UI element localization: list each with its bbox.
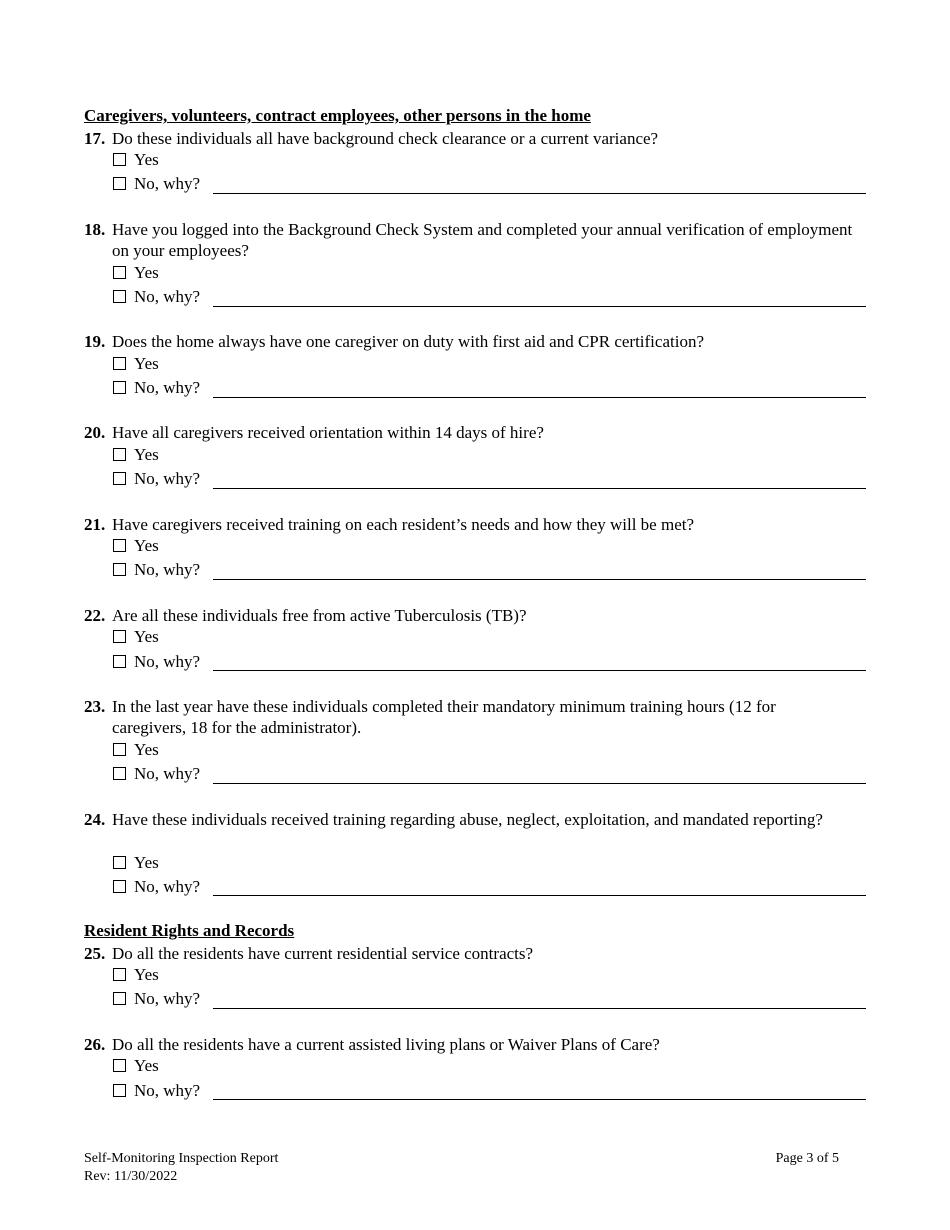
checkbox-icon[interactable] — [113, 856, 126, 869]
why-answer-line[interactable] — [213, 1008, 866, 1009]
no-label: No, why? — [134, 989, 201, 1008]
question-number: 26. — [84, 1035, 106, 1054]
question-24 — [84, 809, 854, 830]
no-label: No, why? — [134, 560, 201, 579]
checkbox-icon[interactable] — [113, 448, 126, 461]
checkbox-icon[interactable] — [113, 1059, 126, 1072]
question-number: 25. — [84, 944, 106, 963]
checkbox-icon[interactable] — [113, 357, 126, 370]
checkbox-icon[interactable] — [113, 992, 126, 1005]
no-label: No, why? — [134, 652, 201, 671]
no-checkbox[interactable] — [113, 469, 200, 489]
question-text: Have you logged into the Background Check System and completed your annual verification of employment on your employees? — [112, 220, 853, 260]
question-26 — [84, 1034, 854, 1055]
question-text: Have these individuals received training regarding abuse, neglect, exploitation, and mandated reporting? — [112, 810, 823, 829]
question-19 — [84, 331, 854, 352]
no-checkbox[interactable] — [113, 560, 200, 580]
question-number: 24. — [84, 810, 106, 829]
checkbox-icon[interactable] — [113, 290, 126, 303]
question-18 — [84, 219, 854, 260]
question-text: Are all these individuals free from active Tuberculosis (TB)? — [112, 606, 527, 625]
checkbox-icon[interactable] — [113, 743, 126, 756]
yes-checkbox[interactable] — [113, 536, 159, 556]
checkbox-icon[interactable] — [113, 563, 126, 576]
question-number: 18. — [84, 220, 106, 239]
question-text: Have caregivers received training on each resident’s needs and how they will be met? — [112, 515, 695, 534]
question-text: Does the home always have one caregiver on duty with first aid and CPR certification? — [112, 332, 704, 351]
no-label: No, why? — [134, 469, 201, 488]
why-answer-line[interactable] — [213, 895, 866, 896]
checkbox-icon[interactable] — [113, 539, 126, 552]
checkbox-icon[interactable] — [113, 655, 126, 668]
section-heading: Resident Rights and Records — [84, 921, 295, 940]
yes-label: Yes — [134, 627, 159, 646]
no-checkbox[interactable] — [113, 652, 200, 672]
no-label: No, why? — [134, 1081, 201, 1100]
question-23 — [84, 696, 854, 737]
no-checkbox[interactable] — [113, 877, 200, 897]
yes-label: Yes — [134, 263, 159, 282]
question-text: Have all caregivers received orientation within 14 days of hire? — [112, 423, 544, 442]
yes-checkbox[interactable] — [113, 627, 159, 647]
checkbox-icon[interactable] — [113, 1084, 126, 1097]
question-22 — [84, 605, 854, 626]
footer-revision: Rev: 11/30/2022 — [84, 1169, 178, 1184]
yes-checkbox[interactable] — [113, 1056, 159, 1076]
question-25 — [84, 943, 854, 964]
yes-checkbox[interactable] — [113, 853, 159, 873]
question-number: 17. — [84, 129, 106, 148]
footer-page-number: Page 3 of 5 — [775, 1151, 839, 1166]
checkbox-icon[interactable] — [113, 767, 126, 780]
yes-label: Yes — [134, 965, 159, 984]
checkbox-icon[interactable] — [113, 153, 126, 166]
no-label: No, why? — [134, 287, 201, 306]
yes-label: Yes — [134, 853, 159, 872]
checkbox-icon[interactable] — [113, 381, 126, 394]
checkbox-icon[interactable] — [113, 472, 126, 485]
yes-label: Yes — [134, 445, 159, 464]
why-answer-line[interactable] — [213, 193, 866, 194]
checkbox-icon[interactable] — [113, 177, 126, 190]
no-checkbox[interactable] — [113, 287, 200, 307]
yes-label: Yes — [134, 536, 159, 555]
question-number: 20. — [84, 423, 106, 442]
why-answer-line[interactable] — [213, 397, 866, 398]
no-checkbox[interactable] — [113, 764, 200, 784]
yes-checkbox[interactable] — [113, 445, 159, 465]
question-21 — [84, 514, 854, 535]
footer-title: Self-Monitoring Inspection Report — [84, 1151, 279, 1166]
question-text: Do all the residents have a current assisted living plans or Waiver Plans of Care? — [112, 1035, 660, 1054]
why-answer-line[interactable] — [213, 488, 866, 489]
why-answer-line[interactable] — [213, 1099, 866, 1100]
no-checkbox[interactable] — [113, 378, 200, 398]
yes-label: Yes — [134, 150, 159, 169]
no-label: No, why? — [134, 174, 201, 193]
section-heading: Caregivers, volunteers, contract employees, other persons in the home — [84, 106, 591, 125]
question-20 — [84, 422, 854, 443]
yes-label: Yes — [134, 1056, 159, 1075]
why-answer-line[interactable] — [213, 306, 866, 307]
question-text: Do these individuals all have background check clearance or a current variance? — [112, 129, 659, 148]
no-label: No, why? — [134, 877, 201, 896]
yes-checkbox[interactable] — [113, 263, 159, 283]
checkbox-icon[interactable] — [113, 266, 126, 279]
yes-checkbox[interactable] — [113, 150, 159, 170]
yes-label: Yes — [134, 354, 159, 373]
why-answer-line[interactable] — [213, 783, 866, 784]
no-label: No, why? — [134, 378, 201, 397]
checkbox-icon[interactable] — [113, 880, 126, 893]
no-checkbox[interactable] — [113, 1081, 200, 1101]
checkbox-icon[interactable] — [113, 968, 126, 981]
yes-label: Yes — [134, 740, 159, 759]
question-number: 19. — [84, 332, 106, 351]
question-text: Do all the residents have current residential service contracts? — [112, 944, 534, 963]
why-answer-line[interactable] — [213, 579, 866, 580]
yes-checkbox[interactable] — [113, 965, 159, 985]
yes-checkbox[interactable] — [113, 354, 159, 374]
yes-checkbox[interactable] — [113, 740, 159, 760]
no-checkbox[interactable] — [113, 174, 200, 194]
why-answer-line[interactable] — [213, 670, 866, 671]
no-checkbox[interactable] — [113, 989, 200, 1009]
question-number: 22. — [84, 606, 106, 625]
question-number: 23. — [84, 697, 106, 716]
question-number: 21. — [84, 515, 106, 534]
question-17 — [84, 128, 854, 149]
checkbox-icon[interactable] — [113, 630, 126, 643]
no-label: No, why? — [134, 764, 201, 783]
question-text: In the last year have these individuals completed their mandatory minimum training hours (12 for caregivers, 18 for the administrator). — [112, 697, 776, 737]
